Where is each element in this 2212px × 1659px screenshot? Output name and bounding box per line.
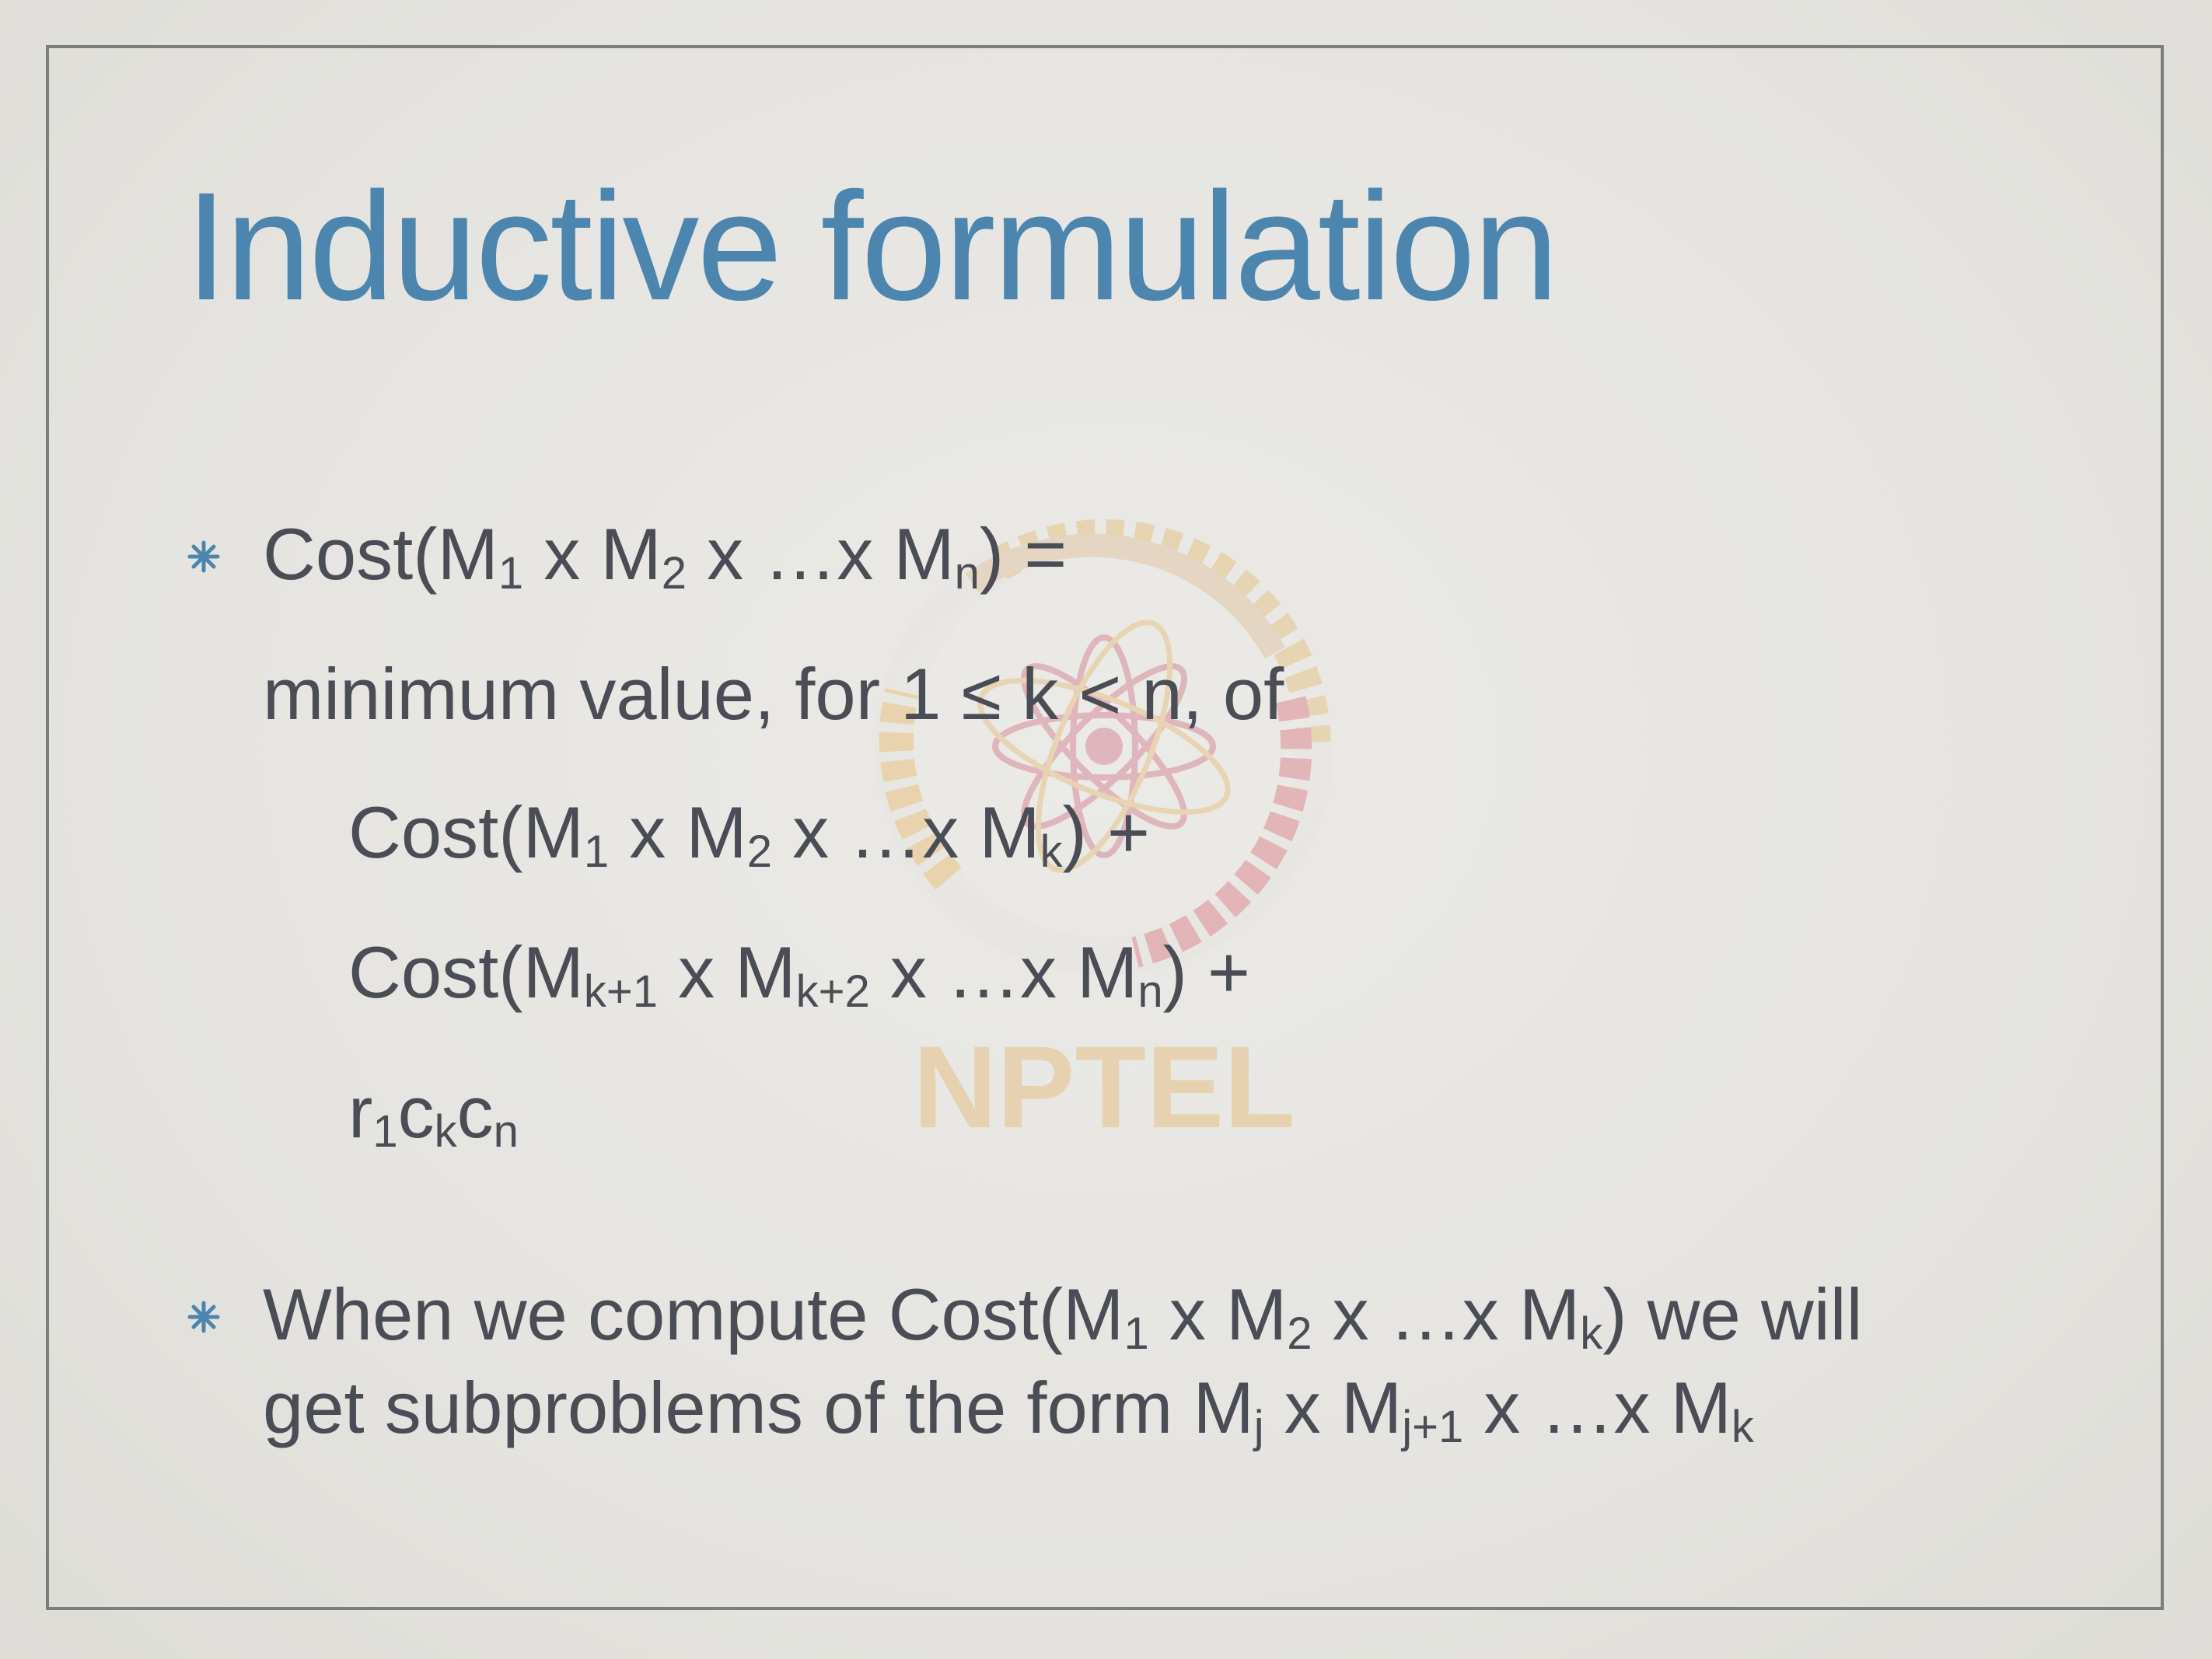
bullet-asterisk-icon (187, 540, 221, 574)
subscript: k+2 (795, 966, 870, 1017)
subscript: n (493, 1106, 519, 1157)
subscript: 1 (583, 826, 610, 877)
subscript: j (1253, 1402, 1264, 1452)
text-part: ) + (1162, 931, 1250, 1013)
subscript: 2 (1287, 1308, 1312, 1359)
subscript: 1 (1123, 1308, 1149, 1359)
subscript: 1 (498, 548, 524, 599)
text-part: ) = (979, 513, 1068, 595)
bullet1-line1 (263, 513, 1068, 599)
text-part: x M (1263, 1367, 1403, 1448)
text-part: ) + (1062, 791, 1150, 873)
text-part: ) we will (1602, 1273, 1863, 1355)
subscript: 1 (372, 1106, 398, 1157)
subscript: k+1 (583, 966, 659, 1017)
text-part: x …x M (1463, 1367, 1732, 1448)
subscript: k (434, 1106, 457, 1157)
text-part: x M (609, 791, 747, 873)
text-part: get subproblems of the form M (263, 1367, 1254, 1448)
text-part: x …x M (686, 513, 955, 595)
bullet-asterisk-icon (187, 1300, 221, 1334)
bullet1-line5 (348, 1071, 519, 1157)
slide-title: Inductive formulation (185, 160, 1557, 332)
nptel-watermark-text: NPTEL (913, 1022, 1295, 1151)
bullet1-line2: minimum value, for 1 ≤ k < n, of (263, 653, 1284, 735)
bullet2-line1 (263, 1273, 1863, 1359)
text-part: r (348, 1071, 373, 1153)
subscript: j+1 (1402, 1402, 1464, 1452)
bullet2-line2 (263, 1367, 1754, 1452)
subscript: k (1040, 826, 1063, 877)
text-part: Cost(M (348, 791, 584, 873)
text-part: x …x M (1312, 1273, 1581, 1355)
bullet1-line4 (348, 931, 1250, 1017)
text-part: x M (523, 513, 662, 595)
text-part: c (397, 1071, 435, 1153)
subscript: 2 (746, 826, 772, 877)
subscript: n (1137, 966, 1163, 1017)
text-part: x M (658, 931, 796, 1013)
text-part: x …x M (771, 791, 1040, 873)
subscript: n (954, 548, 980, 599)
subscript: 2 (661, 548, 687, 599)
text-part: Cost(M (263, 513, 498, 595)
subscript: k (1731, 1402, 1754, 1452)
text-part: Cost(M (348, 931, 584, 1013)
text-part: When we compute Cost(M (263, 1273, 1124, 1355)
text-part: c (456, 1071, 494, 1153)
bullet1-line3 (348, 791, 1150, 877)
subscript: k (1580, 1308, 1603, 1359)
text-part: x M (1148, 1273, 1288, 1355)
text-part: x …x M (869, 931, 1138, 1013)
